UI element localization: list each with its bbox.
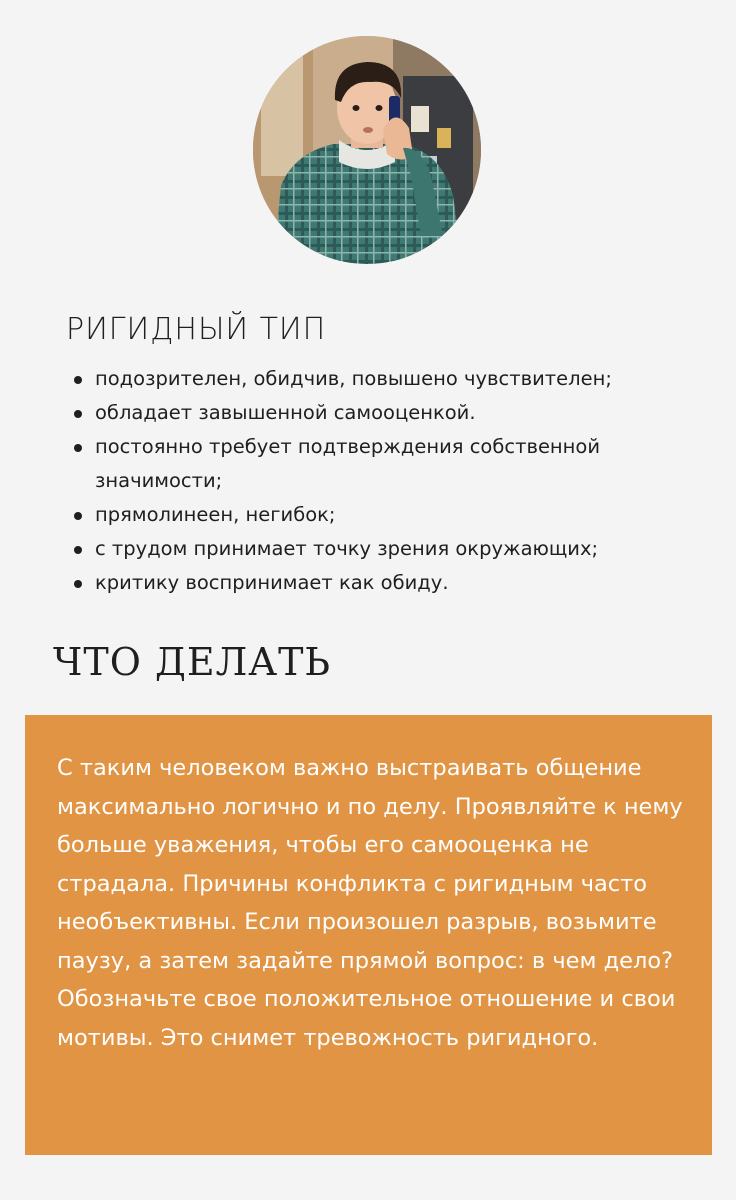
traits-list bbox=[95, 362, 695, 600]
advice-box bbox=[25, 715, 712, 1155]
list-item: постоянно требует подтверждения собственной значимости; bbox=[95, 430, 695, 498]
type-title: РИГИДНЫЙ ТИП bbox=[66, 312, 327, 347]
list-item: обладает завышенной самооценкой. bbox=[95, 396, 695, 430]
portrait-photo bbox=[253, 36, 481, 264]
list-item: с трудом принимает точку зрения окружающих; bbox=[95, 532, 695, 566]
action-title: ЧТО ДЕЛАТЬ bbox=[53, 640, 332, 684]
list-item: критику воспринимает как обиду. bbox=[95, 566, 695, 600]
list-item: прямолинеен, негибок; bbox=[95, 498, 695, 532]
list-item: подозрителен, обидчив, повышено чувствителен; bbox=[95, 362, 695, 396]
advice-text: С таким человеком важно выстраивать общение максимально логично и по делу. Проявляйте к нему больше уважения, чтобы его самооценка не страдала. Причины конфликта с ригидным часто необъективны. Если произошел разрыв, возьмите паузу, а затем задайте прямой вопрос: в чем дело? Обозначьте свое положительное отношение и свои мотивы. Это снимет тревожность ригидного. bbox=[57, 755, 683, 1051]
